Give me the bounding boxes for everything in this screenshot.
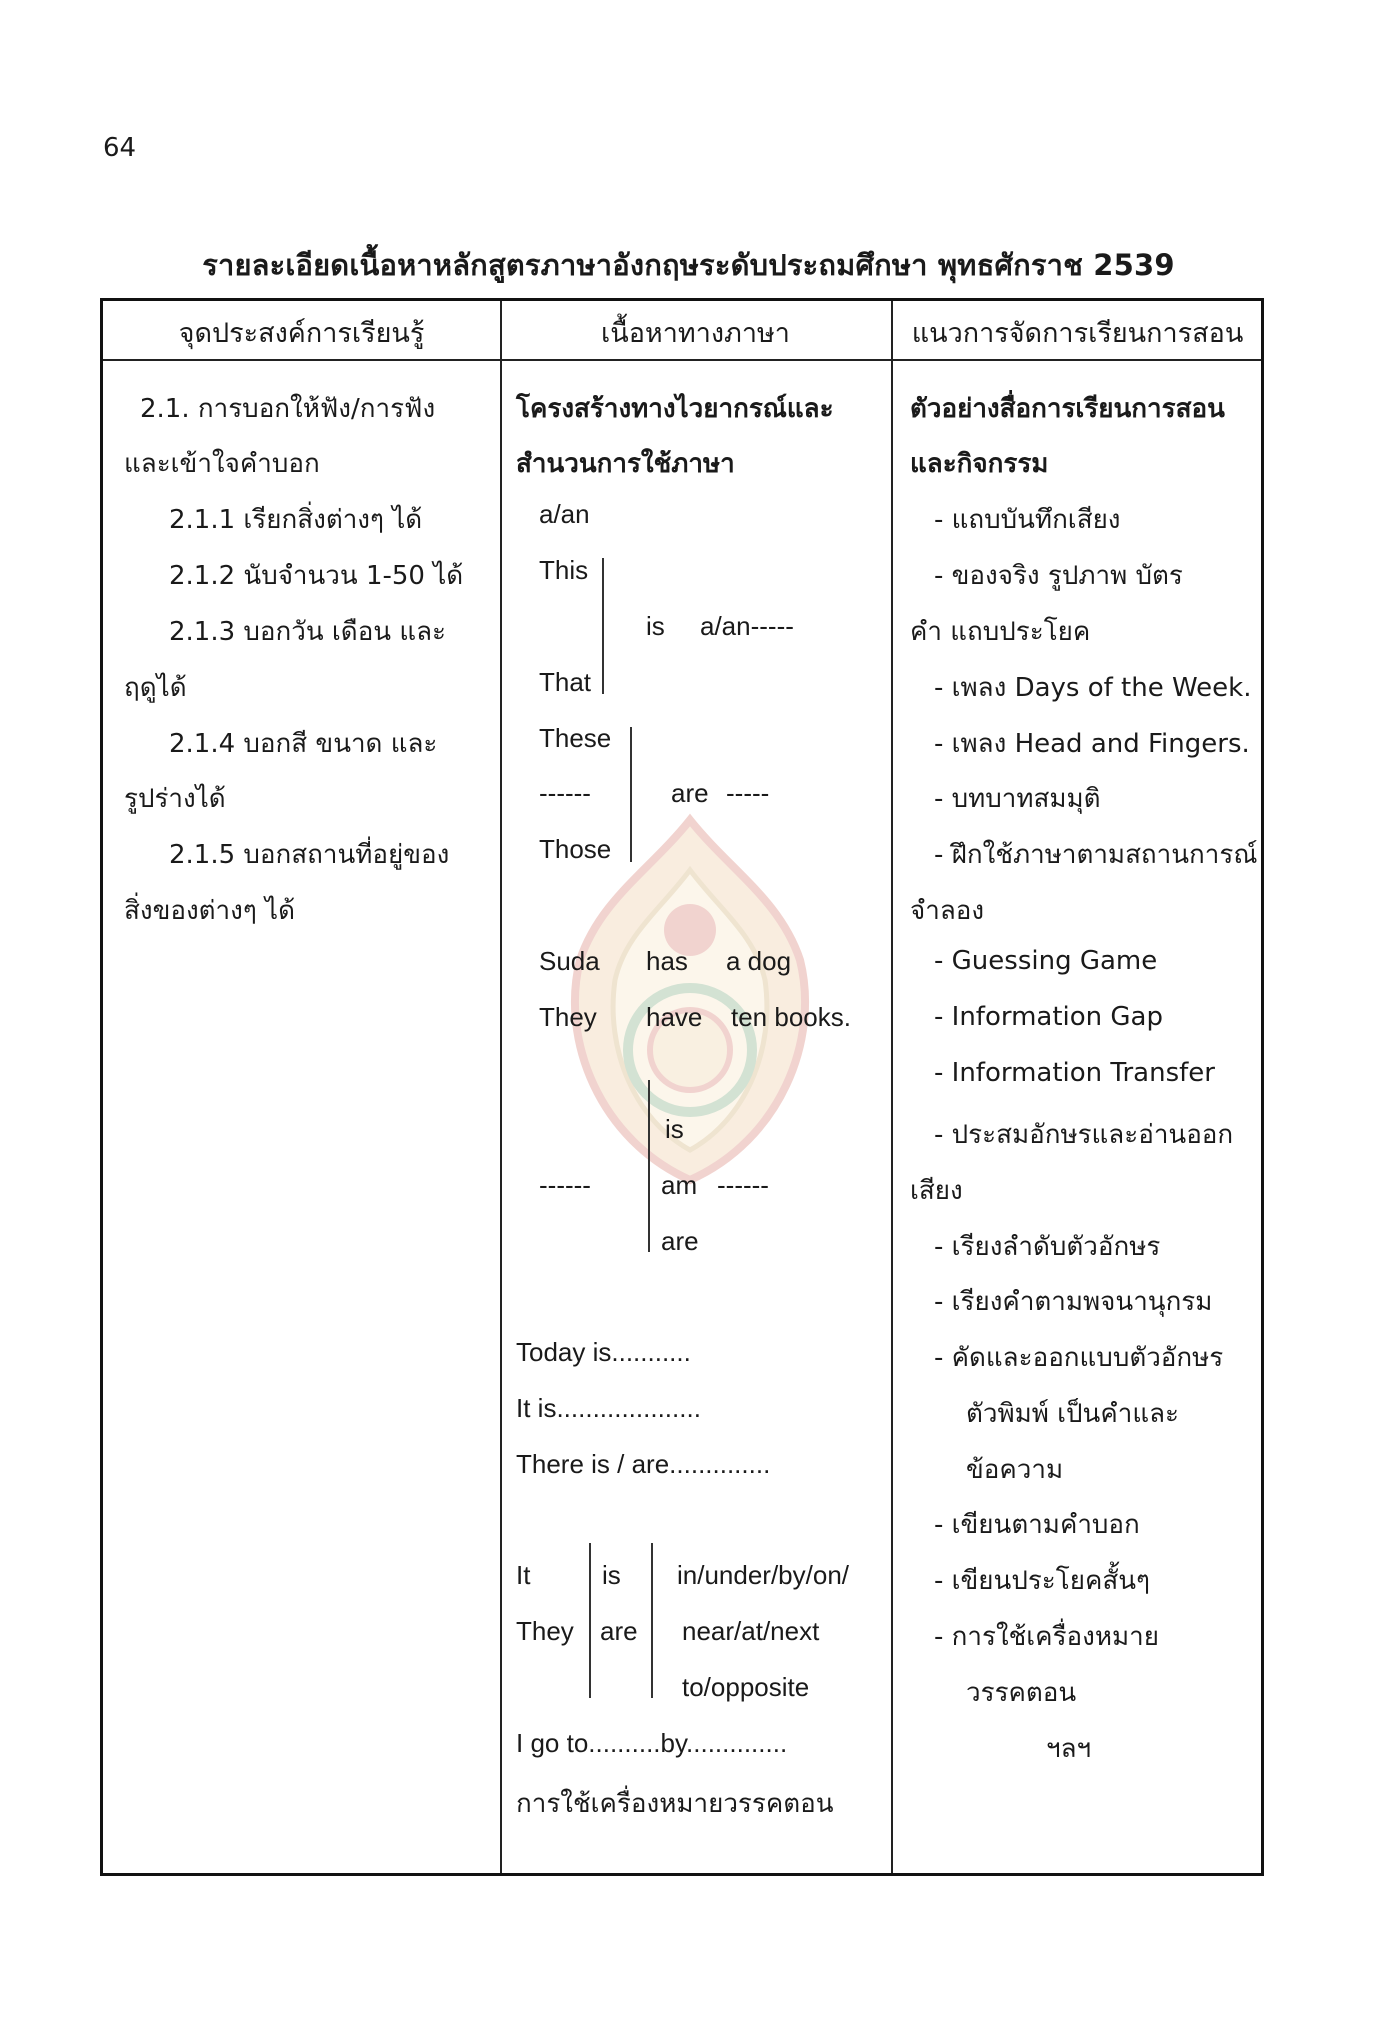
- activity-item: - Information Gap: [934, 1002, 1163, 1032]
- header-objectives: จุดประสงค์การเรียนรู้: [178, 318, 425, 349]
- activity-item: ข้อความ: [966, 1455, 1064, 1485]
- content-text: are: [600, 1616, 638, 1646]
- content-text: a/an: [539, 499, 590, 529]
- content-text: is: [602, 1560, 621, 1590]
- content-text: a dog: [726, 946, 792, 976]
- content-text: have: [646, 1002, 703, 1032]
- activity-item: เสียง: [910, 1176, 963, 1206]
- content-text: are: [661, 1226, 699, 1256]
- activity-item: - Guessing Game: [934, 946, 1158, 976]
- activity-item: - ประสมอักษรและอ่านออก: [934, 1120, 1234, 1150]
- activities-heading: ตัวอย่างสื่อการเรียนการสอน: [910, 394, 1225, 424]
- content-text: is: [665, 1114, 684, 1144]
- activity-item: - เพลง Head and Fingers.: [934, 729, 1250, 759]
- content-text: are: [671, 778, 709, 808]
- grammar-bracket: [648, 1080, 650, 1252]
- content-text: They: [539, 1002, 597, 1032]
- content-text: This: [539, 555, 589, 585]
- activity-item: - บทบาทสมมุติ: [934, 784, 1101, 814]
- content-text: ten books.: [731, 1002, 851, 1032]
- content-text: -----: [726, 778, 770, 808]
- content-text: Suda: [539, 946, 600, 976]
- content-heading: โครงสร้างทางไวยากรณ์และ: [516, 394, 834, 424]
- content-text: There is / are..............: [516, 1449, 771, 1479]
- page-number: 64: [103, 133, 137, 163]
- content-text: It: [516, 1560, 531, 1590]
- content-text: to/opposite: [682, 1672, 810, 1702]
- activity-item: จำลอง: [910, 896, 985, 926]
- content-text: It is....................: [516, 1393, 701, 1423]
- content-text: Those: [539, 834, 612, 864]
- content-text: I go to..........by..............: [516, 1728, 788, 1758]
- objective-line: และเข้าใจคำบอก: [124, 449, 320, 479]
- content-text: ------: [539, 778, 591, 808]
- objective-line: 2.1.1 เรียกสิ่งต่างๆ ได้: [169, 505, 423, 535]
- content-text: near/at/next: [682, 1616, 820, 1646]
- header-divider: [103, 359, 1261, 361]
- grammar-bracket: [602, 558, 604, 694]
- header-content: เนื้อหาทางภาษา: [601, 318, 790, 349]
- objective-line: 2.1. การบอกให้ฟัง/การฟัง: [140, 394, 436, 424]
- content-heading: สำนวนการใช้ภาษา: [516, 449, 735, 479]
- activity-item: - เรียงลำดับตัวอักษร: [934, 1232, 1161, 1262]
- column-divider: [891, 301, 893, 1873]
- activity-item: วรรคตอน: [966, 1678, 1077, 1708]
- content-text: has: [646, 946, 688, 976]
- content-text: ------: [717, 1170, 769, 1200]
- activity-item: คำ แถบประโยค: [910, 617, 1091, 647]
- objective-line: ฤดูได้: [124, 673, 187, 703]
- objective-line: 2.1.4 บอกสี ขนาด และ: [169, 729, 438, 759]
- objective-line: 2.1.2 นับจำนวน 1-50 ได้: [169, 561, 464, 591]
- content-text: การใช้เครื่องหมายวรรคตอน: [516, 1789, 834, 1819]
- grammar-bracket: [651, 1543, 653, 1698]
- activity-item: - ฝึกใช้ภาษาตามสถานการณ์: [934, 840, 1258, 870]
- objective-line: 2.1.3 บอกวัน เดือน และ: [169, 617, 446, 647]
- grammar-bracket: [589, 1543, 591, 1698]
- grammar-bracket: [630, 727, 632, 862]
- document-title: รายละเอียดเนื้อหาหลักสูตรภาษาอังกฤษระดับประถมศึกษา พุทธศักราช 2539: [202, 248, 1175, 282]
- content-text: in/under/by/on/: [677, 1560, 850, 1590]
- header-activities: แนวการจัดการเรียนการสอน: [911, 318, 1244, 349]
- objective-line: 2.1.5 บอกสถานที่อยู่ของ: [169, 840, 450, 870]
- activity-item: - เขียนประโยคสั้นๆ: [934, 1566, 1150, 1596]
- content-text: am: [661, 1170, 698, 1200]
- content-text: These: [539, 723, 612, 753]
- activity-etc: ฯลฯ: [1046, 1734, 1092, 1764]
- objective-line: รูปร่างได้: [124, 784, 226, 814]
- activity-item: - เรียงคำตามพจนานุกรม: [934, 1287, 1213, 1317]
- activity-item: - Information Transfer: [934, 1058, 1215, 1088]
- activity-item: - การใช้เครื่องหมาย: [934, 1622, 1159, 1652]
- objective-line: สิ่งของต่างๆ ได้: [124, 896, 296, 926]
- activity-item: - เขียนตามคำบอก: [934, 1510, 1140, 1540]
- content-text: That: [539, 667, 592, 697]
- content-text: a/an-----: [700, 611, 794, 641]
- column-divider: [500, 301, 502, 1873]
- content-text: Today is...........: [516, 1337, 691, 1367]
- activities-heading: และกิจกรรม: [910, 449, 1049, 479]
- content-text: They: [516, 1616, 574, 1646]
- activity-item: ตัวพิมพ์ เป็นคำและ: [966, 1399, 1179, 1429]
- activity-item: - ของจริง รูปภาพ บัตร: [934, 561, 1183, 591]
- activity-item: - แถบบันทึกเสียง: [934, 505, 1121, 535]
- activity-item: - เพลง Days of the Week.: [934, 673, 1252, 703]
- content-text: ------: [539, 1170, 591, 1200]
- activity-item: - คัดและออกแบบตัวอักษร: [934, 1343, 1224, 1373]
- content-text: is: [646, 611, 665, 641]
